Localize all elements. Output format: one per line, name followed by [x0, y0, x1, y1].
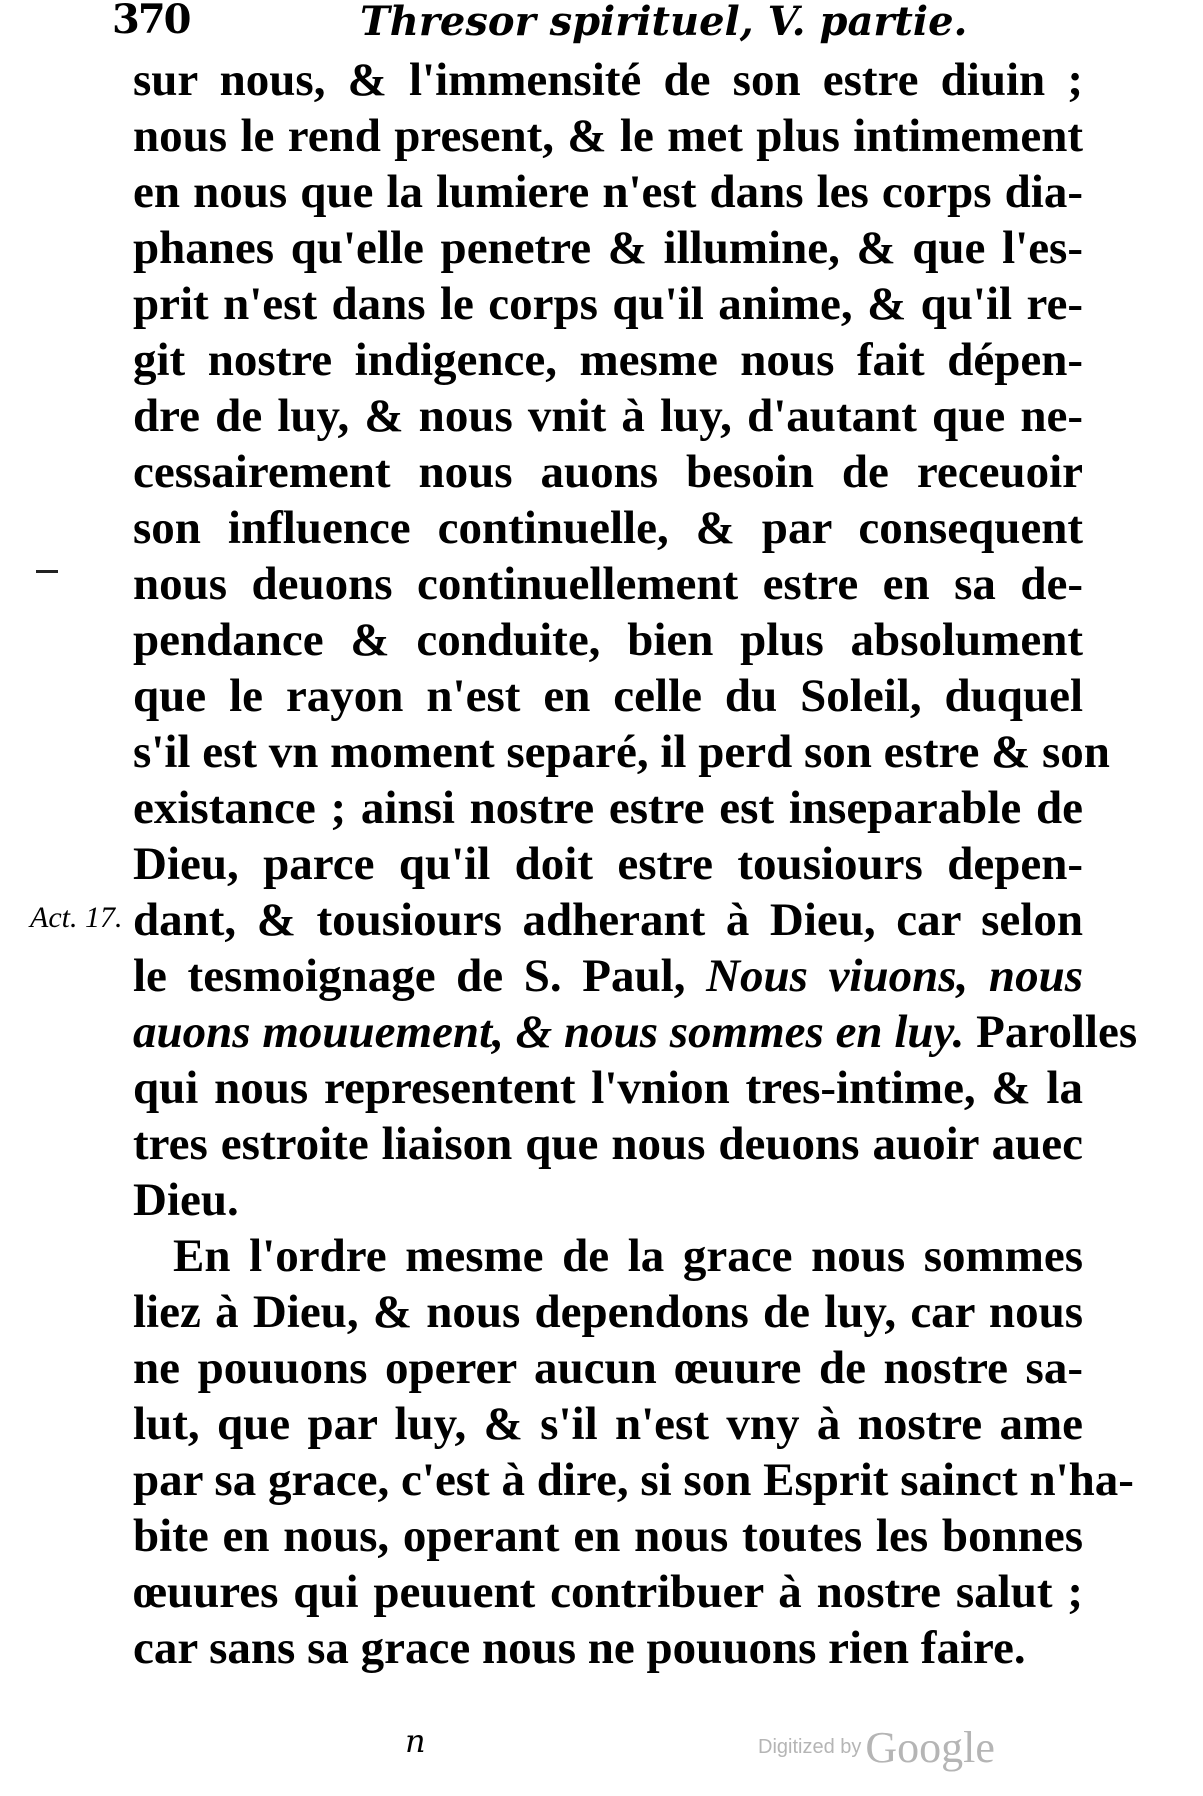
text-line: sur nous, & l'immensité de son estre diuin ;: [133, 54, 1083, 106]
text-line: pendance & conduite, bien plus absolument: [133, 614, 1083, 666]
text-line: Dieu.: [133, 1174, 239, 1226]
paragraph-start: En l'ordre mesme de la grace nous sommes: [173, 1230, 1083, 1282]
digitized-by-watermark: [758, 1722, 995, 1773]
text-line: nous le rend present, & le met plus intimement: [133, 110, 1083, 162]
text-line: dant, & tousiours adherant à Dieu, car selon: [133, 894, 1083, 946]
margin-reference: Act. 17.: [30, 901, 123, 934]
signature-mark: n: [405, 1722, 426, 1760]
text-line: car sans sa grace nous ne pouuons rien faire.: [133, 1622, 1026, 1674]
text-line: cessairement nous auons besoin de receuoir: [133, 446, 1083, 498]
text-line: phanes qu'elle penetre & illumine, & que l'es-: [133, 222, 1083, 274]
text-line: dre de luy, & nous vnit à luy, d'autant que ne-: [133, 390, 1083, 442]
text-line-quote: [133, 1004, 1138, 1060]
text-line: œuures qui peuuent contribuer à nostre salut ;: [133, 1566, 1083, 1618]
quote-suffix: Parolles: [976, 1006, 1138, 1058]
text-line: que le rayon n'est en celle du Soleil, duquel: [133, 670, 1083, 722]
scripture-quote: auons mouuement, & nous sommes en luy.: [133, 1006, 965, 1058]
text-line-quote-intro: [133, 948, 1083, 1004]
text-line: Dieu, parce qu'il doit estre tousiours depen-: [133, 838, 1083, 890]
text-line: lut, que par luy, & s'il n'est vny à nostre ame: [133, 1398, 1083, 1450]
body-text: [133, 52, 1138, 1676]
digitized-by-label: Digitized by: [758, 1736, 862, 1758]
text-line: qui nous representent l'vnion tres-intime, & la: [133, 1062, 1083, 1114]
text-line: par sa grace, c'est à dire, si son Esprit sainct n'ha-: [133, 1454, 1134, 1506]
text-line: son influence continuelle, & par consequent: [133, 502, 1083, 554]
text-line: prit n'est dans le corps qu'il anime, & qu'il re-: [133, 278, 1083, 330]
google-logo: Google: [865, 1723, 995, 1772]
quote-prefix: le tesmoignage de S. Paul,: [133, 950, 686, 1002]
scripture-quote: Nous viuons, nous: [706, 950, 1083, 1002]
margin-dash-mark: [36, 570, 58, 573]
text-line: ne pouuons operer aucun œuure de nostre sa-: [133, 1342, 1083, 1394]
page-number: 370: [112, 0, 190, 43]
text-line: bite en nous, operant en nous toutes les bonnes: [133, 1510, 1083, 1562]
text-line: s'il est vn moment separé, il perd son estre & son: [133, 726, 1110, 778]
running-title: Thresor spirituel, V. partie.: [360, 0, 968, 45]
text-line: existance ; ainsi nostre estre est inseparable de: [133, 782, 1083, 834]
text-line: git nostre indigence, mesme nous fait dépen-: [133, 334, 1083, 386]
text-line: liez à Dieu, & nous dependons de luy, car nous: [133, 1286, 1083, 1338]
text-line: nous deuons continuellement estre en sa de-: [133, 558, 1083, 610]
text-line: en nous que la lumiere n'est dans les corps dia-: [133, 166, 1083, 218]
text-line: tres estroite liaison que nous deuons auoir auec: [133, 1118, 1083, 1170]
